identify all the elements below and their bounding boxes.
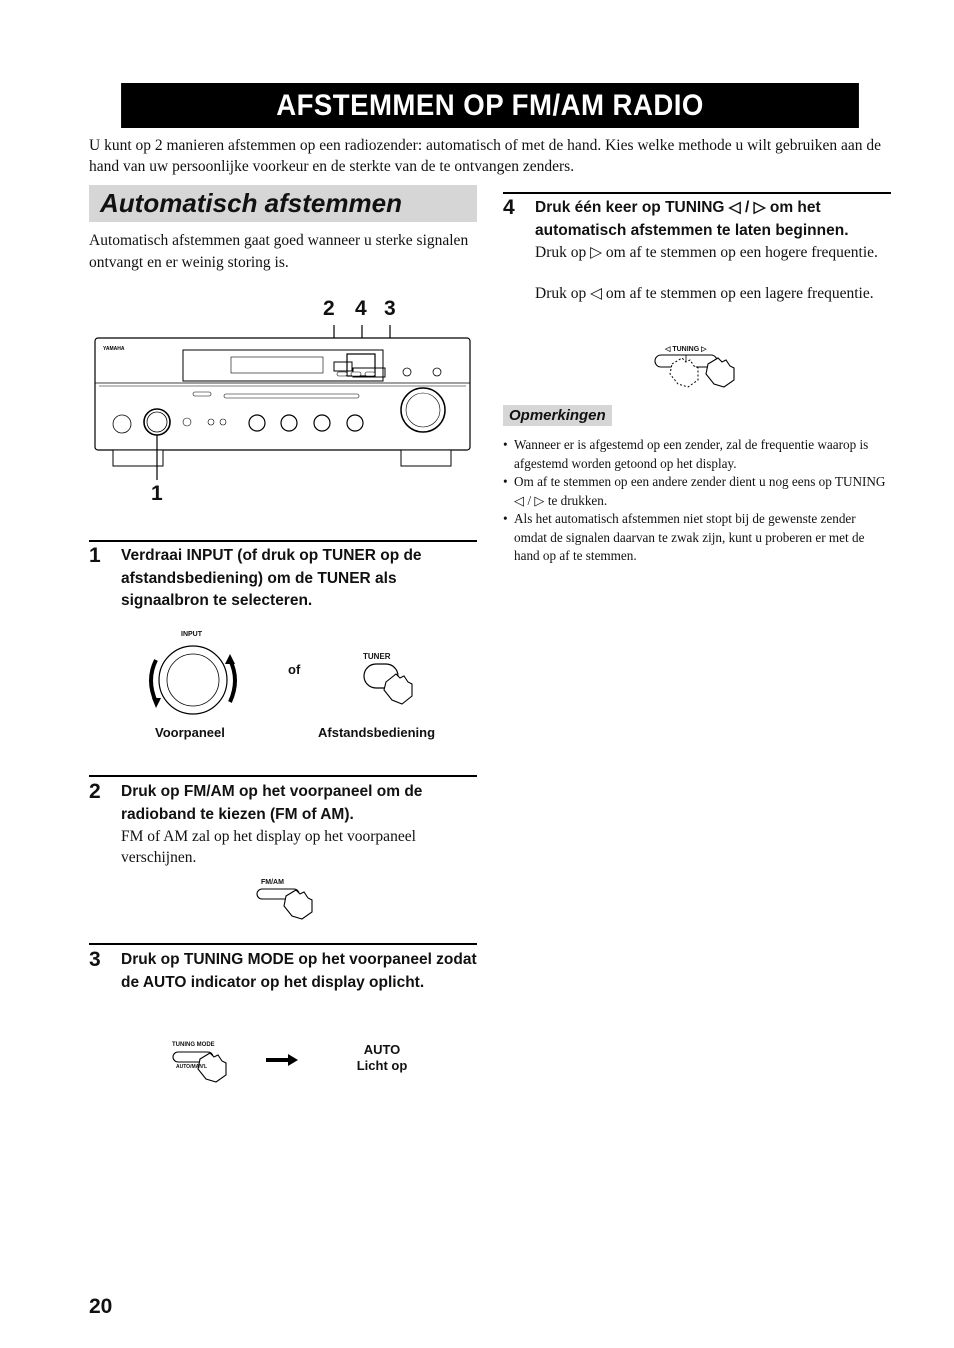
step-2-heading: Druk op FM/AM op het voorpaneel om de radioband te kiezen (FM of AM). bbox=[121, 783, 423, 823]
auto-result-line2: Licht op bbox=[356, 1058, 408, 1073]
tuning-button-illustration bbox=[652, 352, 744, 392]
step-1-heading: Verdraai INPUT (of druk op TUNER op de afstandsbediening) om de TUNER als signaalbron te selecteren. bbox=[121, 547, 422, 609]
auto-result-line1: AUTO bbox=[363, 1042, 401, 1057]
step-2-body: FM of AM zal op het display op het voorpaneel verschijnen. bbox=[121, 828, 416, 866]
callout-4: 4 bbox=[355, 297, 367, 320]
intro-paragraph: U kunt op 2 manieren afstemmen op een radiozender: automatisch of met de hand. Kies welke methode u wilt gebruiken aan de hand van uw persoonlijke voorkeur en de sterkte van de te ontvangen zenders. bbox=[89, 137, 881, 175]
step-3-number: 3 bbox=[89, 948, 101, 971]
step-4-rule bbox=[503, 192, 891, 194]
step-2-rule bbox=[89, 775, 477, 777]
fm-am-button-label: FM/AM bbox=[261, 879, 284, 886]
step-4-body-lower: Druk op ◁ om af te stemmen op een lagere frequentie. bbox=[535, 285, 874, 302]
step-1-number: 1 bbox=[89, 544, 101, 567]
notes-label: Opmerkingen bbox=[503, 405, 612, 426]
input-knob-illustration bbox=[146, 640, 242, 720]
section-title: Automatisch afstemmen bbox=[100, 188, 402, 218]
or-label: of bbox=[288, 662, 301, 677]
section-intro: Automatisch afstemmen gaat goed wanneer u sterke signalen ontvangt en er weinig storing is. bbox=[89, 232, 469, 271]
step-4-number: 4 bbox=[503, 196, 515, 219]
step-1-rule bbox=[89, 540, 477, 542]
step-3-rule bbox=[89, 943, 477, 945]
auto-manual-sublabel: AUTO/MAN'L bbox=[176, 1064, 208, 1070]
tuner-button-label: TUNER bbox=[363, 652, 391, 661]
arrow-right-icon bbox=[264, 1053, 300, 1067]
tuner-button-illustration bbox=[360, 660, 420, 708]
page-title: AFSTEMMEN OP FM/AM RADIO bbox=[121, 83, 859, 128]
step-3-heading: Druk op TUNING MODE op het voorpaneel zodat de AUTO indicator op het display oplicht. bbox=[121, 951, 477, 991]
fm-am-button-illustration bbox=[254, 886, 316, 922]
tuning-mode-button-label: TUNING MODE bbox=[172, 1042, 215, 1048]
receiver-front-panel-illustration bbox=[89, 320, 479, 500]
callout-1: 1 bbox=[151, 482, 163, 505]
input-knob-label: INPUT bbox=[181, 631, 202, 638]
note-item: • Als het automatisch afstemmen niet stopt bij de gewenste zender omdat de signalen daarvan te zwak zijn, kunt u proberen er met de hand op af te stemmen. bbox=[503, 510, 891, 566]
notes-list bbox=[503, 436, 891, 566]
step-4-body-higher: Druk op ▷ om af te stemmen op een hogere frequentie. bbox=[535, 244, 878, 261]
callout-3: 3 bbox=[384, 297, 396, 320]
step-4-heading: Druk één keer op TUNING ◁ / ▷ om het automatisch afstemmen te laten beginnen. bbox=[535, 199, 849, 239]
page-number: 20 bbox=[89, 1295, 113, 1318]
note-item: • Om af te stemmen op een andere zender dient u nog eens op TUNING ◁ / ▷ te drukken. bbox=[503, 473, 891, 510]
tuning-button-label: ◁ TUNING ▷ bbox=[665, 346, 707, 353]
note-item: • Wanneer er is afgestemd op een zender, zal de frequentie waarop is afgestemd worden getoond op het display. bbox=[503, 436, 891, 473]
step-2-number: 2 bbox=[89, 780, 101, 803]
front-panel-caption: Voorpaneel bbox=[155, 725, 225, 740]
remote-caption: Afstandsbediening bbox=[318, 725, 436, 740]
callout-2: 2 bbox=[323, 297, 335, 320]
brand-logo-text: YAMAHA bbox=[103, 346, 125, 352]
